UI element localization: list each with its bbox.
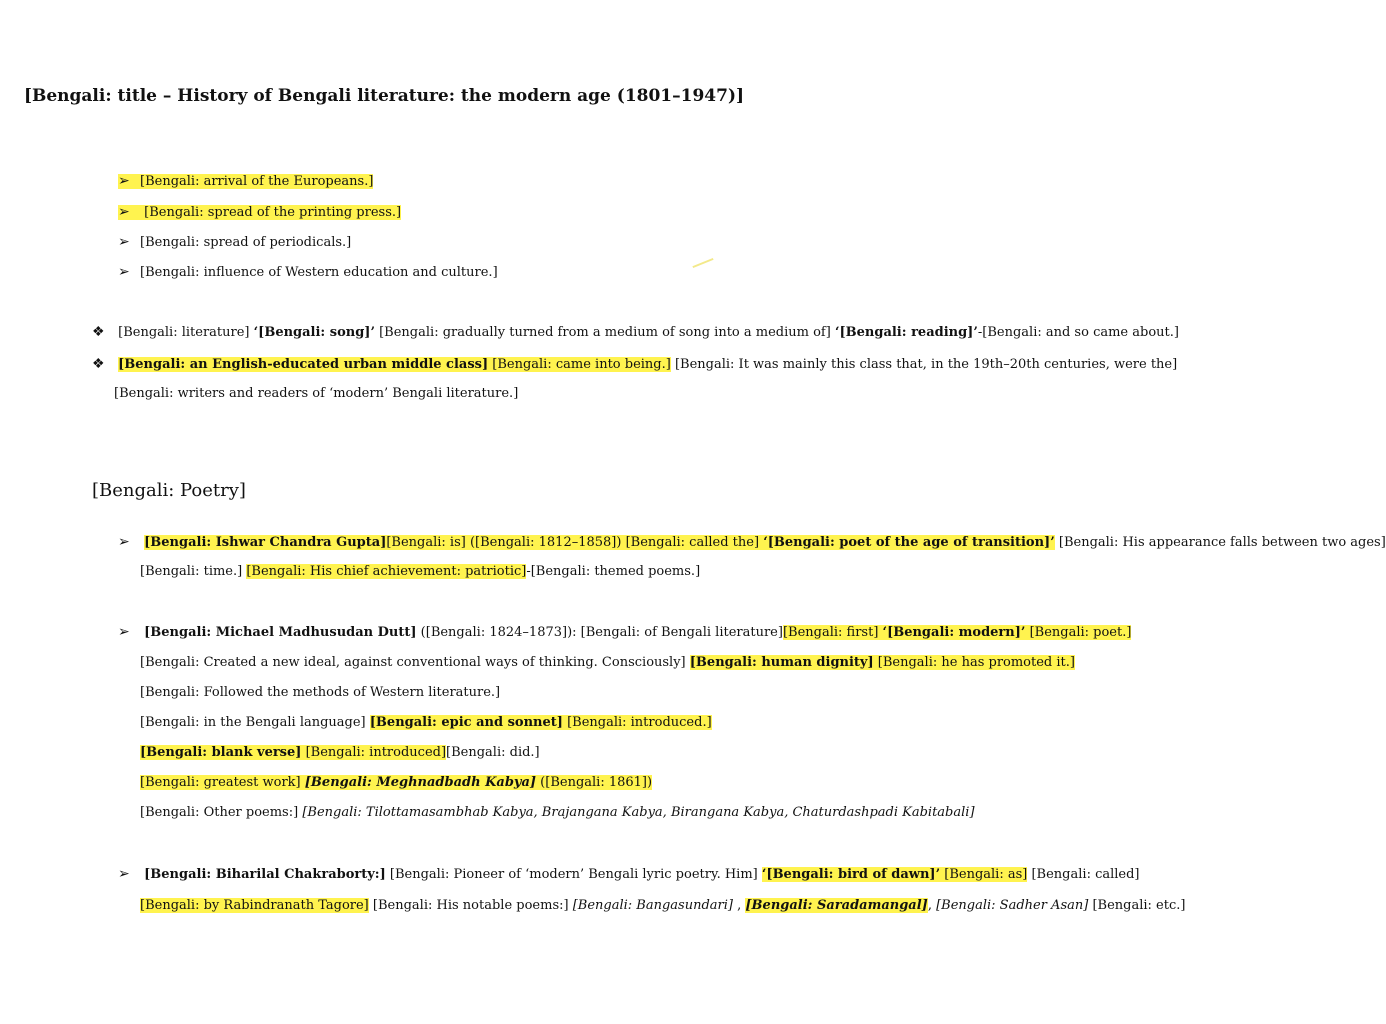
list-item — [118, 172, 373, 191]
poet-entry-continuation — [140, 654, 1075, 672]
poet-entry-continuation — [140, 714, 712, 732]
poet-name: [Bengali: Biharilal Chakraborty:] — [144, 867, 386, 882]
list-item-continuation — [114, 385, 518, 403]
list-item — [118, 263, 498, 282]
text: [Bengali: introduced.] — [567, 715, 712, 730]
emphasis-text: ‘[Bengali: reading]’ — [834, 325, 978, 340]
text: [Bengali: poet.] — [1029, 625, 1132, 640]
emphasis-text: ‘[Bengali: modern]’ — [882, 625, 1026, 640]
arrow-bullet-icon: ➢ — [118, 173, 130, 189]
poet-entry-continuation — [140, 774, 652, 792]
text: [Bengali: Pioneer of ‘modern’ Bengali lyric poetry. Him] — [389, 867, 758, 882]
list-item-text: [Bengali: arrival of the Europeans.] — [140, 174, 374, 189]
text: [Bengali: literature] — [118, 325, 250, 340]
poet-name: [Bengali: Ishwar Chandra Gupta] — [144, 535, 387, 550]
four-diamond-bullet-icon: ❖ — [92, 324, 105, 340]
arrow-bullet-icon: ➢ — [118, 234, 130, 250]
dates: ([Bengali: 1861]) — [536, 775, 653, 790]
work-title: [Bengali: Saradamangal] — [745, 898, 928, 913]
dates: ([Bengali: 1824–1873]): — [420, 625, 577, 640]
work-list: [Bengali: Tilottamasambhab Kabya, Brajangana Kabya, Birangana Kabya, Chaturdashpadi Kabitabali] — [302, 805, 975, 820]
list-item-text: [Bengali: influence of Western education and culture.] — [140, 265, 498, 280]
text: -[Bengali: themed poems.] — [526, 564, 701, 579]
text: -[Bengali: and so came about.] — [977, 325, 1179, 340]
poet-name: [Bengali: Michael Madhusudan Dutt] — [144, 625, 417, 640]
text: [Bengali: introduced] — [305, 745, 447, 760]
text: [Bengali: writers and readers of ‘modern’ Bengali literature.] — [114, 386, 519, 401]
highlight-stroke-mark — [692, 258, 713, 268]
list-item — [118, 233, 351, 252]
work-title: [Bengali: Bangasundari] — [572, 898, 733, 913]
poet-entry-continuation — [140, 804, 975, 822]
dates: ([Bengali: 1812–1858]) — [465, 535, 626, 550]
highlighted-text: [Bengali: first] — [782, 625, 879, 640]
poet-entry — [118, 865, 1140, 884]
text: [Bengali: in the Bengali language] — [140, 715, 366, 730]
page-title: [Bengali: title – History of Bengali literature: the modern age (1801–1947)] — [23, 86, 745, 106]
list-item — [92, 355, 1177, 374]
text: [Bengali: gradually turned from a medium of song into a medium of] — [379, 325, 831, 340]
arrow-bullet-icon: ➢ — [118, 534, 130, 550]
work-title: [Bengali: Sadher Asan] — [936, 898, 1089, 913]
list-item — [92, 323, 1179, 342]
poet-entry — [118, 623, 1131, 642]
arrow-bullet-icon: ➢ — [118, 624, 130, 640]
epithet: ‘[Bengali: bird of dawn]’ — [761, 867, 941, 882]
text: [Bengali: of Bengali literature] — [580, 625, 783, 640]
text: [Bengali: His notable poems:] — [372, 898, 569, 913]
text: [Bengali: etc.] — [1092, 898, 1186, 913]
text: [Bengali: time.] — [140, 564, 243, 579]
poet-entry-continuation: [Bengali: by Rabindranath Tagore] [Bengali: His notable poems:] [Bengali: Bangasundari] , [Bengali: Saradamangal], [Bengali: Sadher Asan] [Bengali: etc.] — [140, 898, 1186, 913]
text: [Bengali: as] — [944, 867, 1028, 882]
section-heading: [Bengali: Poetry] — [92, 480, 246, 501]
text: [Bengali: It was mainly this class that, in the 19th–20th centuries, were the] — [674, 357, 1178, 372]
text: [Bengali: Followed the methods of Western literature.] — [140, 685, 501, 700]
text: [Bengali: Created a new ideal, against conventional ways of thinking. Consciously] — [140, 655, 686, 670]
text: [Bengali: His appearance falls between two ages] — [1058, 535, 1386, 550]
arrow-bullet-icon: ➢ — [118, 866, 130, 882]
emphasis-text: [Bengali: an English-educated urban middle class] — [118, 357, 489, 372]
emphasis-text: ‘[Bengali: song]’ — [253, 325, 375, 340]
list-item-text: [Bengali: spread of periodicals.] — [140, 235, 352, 250]
emphasis-text: [Bengali: blank verse] — [140, 745, 302, 760]
text: [Bengali: called] — [1031, 867, 1140, 882]
poet-entry-continuation — [140, 563, 700, 581]
list-item-text: [Bengali: spread of the printing press.] — [144, 205, 402, 220]
text: [Bengali: is] — [386, 535, 466, 550]
poet-entry-continuation — [140, 744, 540, 762]
emphasis-text: [Bengali: human dignity] — [689, 655, 874, 670]
poet-entry-continuation — [140, 684, 500, 702]
highlighted-text: [Bengali: His chief achievement: patriotic] — [246, 564, 527, 579]
arrow-bullet-icon: ➢ — [118, 204, 130, 220]
arrow-bullet-icon: ➢ — [118, 264, 130, 280]
epithet: ‘[Bengali: poet of the age of transition]’ — [763, 535, 1055, 550]
highlighted-text: [Bengali: greatest work] — [140, 775, 301, 790]
emphasis-text: [Bengali: epic and sonnet] — [369, 715, 563, 730]
text: [Bengali: called the] — [625, 535, 760, 550]
highlighted-text: [Bengali: by Rabindranath Tagore] — [140, 898, 369, 913]
work-title: [Bengali: Meghnadbadh Kabya] — [304, 775, 537, 790]
poet-entry — [118, 533, 1386, 552]
text: [Bengali: Other poems:] — [140, 805, 299, 820]
four-diamond-bullet-icon: ❖ — [92, 356, 105, 372]
text: [Bengali: did.] — [446, 745, 540, 760]
text: [Bengali: he has promoted it.] — [877, 655, 1075, 670]
list-item — [118, 203, 401, 222]
text: [Bengali: came into being.] — [492, 357, 671, 372]
